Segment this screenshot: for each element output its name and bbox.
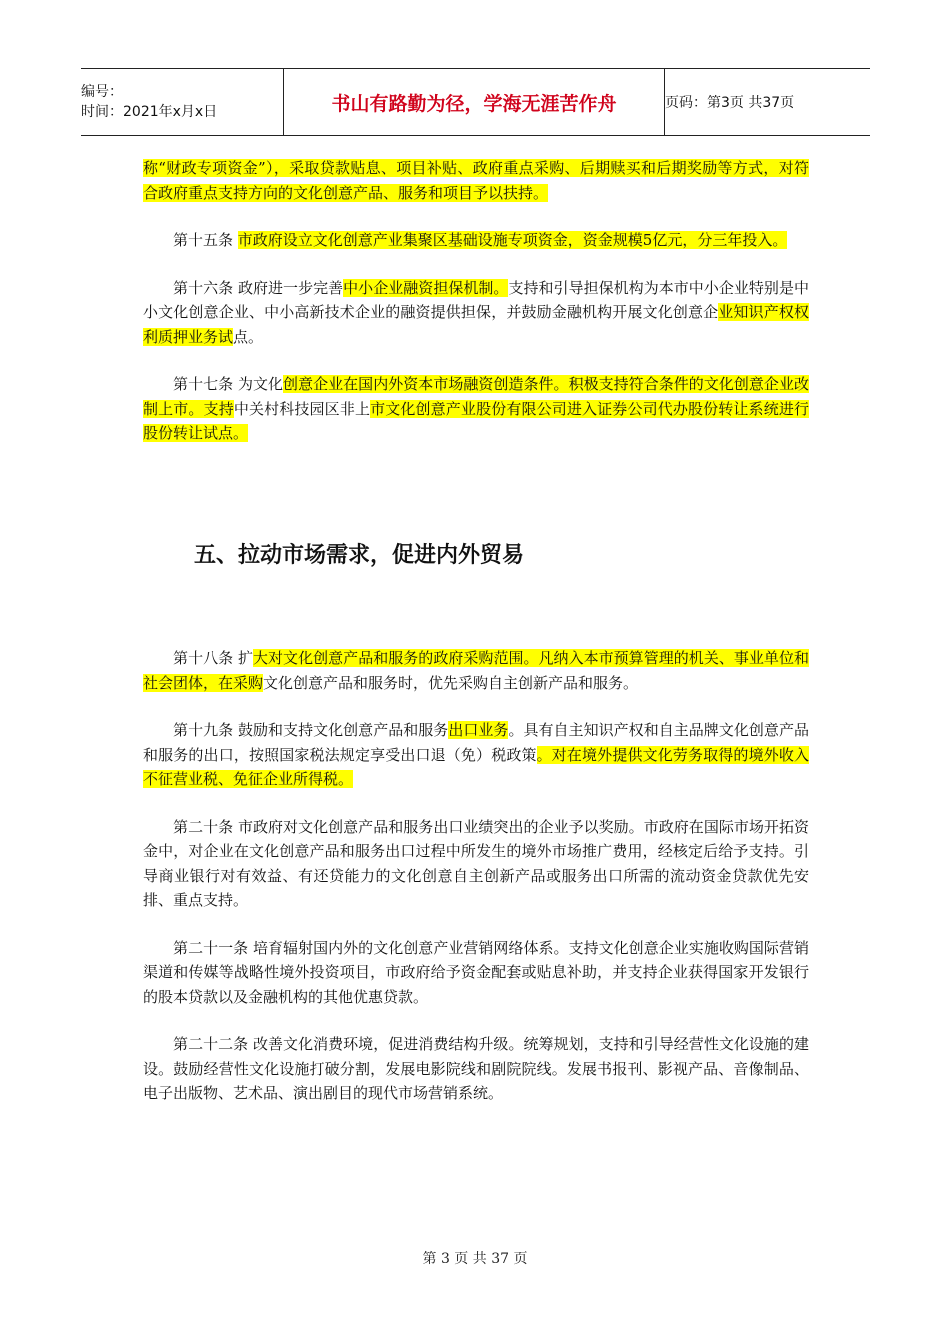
highlighted-text: 出口业务 (448, 721, 509, 739)
highlighted-text: 创意企业在国内外资本市场融资创造条件。积极支持符合条件的文化创意企业改制上市。支持 (143, 375, 809, 418)
section-heading: 五、拉动市场需求，促进内外贸易 (194, 543, 525, 568)
page-footer: 第 3 页 共 37 页 (422, 1251, 528, 1267)
paragraph-gap (143, 349, 809, 372)
paragraph (143, 815, 809, 913)
paragraph (143, 646, 809, 695)
paragraph (143, 228, 809, 253)
document-number-label: 编号： (81, 84, 123, 100)
paragraph-gap (143, 1009, 809, 1032)
highlighted-text: 业知识产权权利质押业务试 (143, 303, 809, 346)
text-segment: 支持和引导担保机构为本市中小企业特别是中小文化创意企业、中小高新技术企业的融资提供担保，并鼓励金融机构开展文化创意企 (143, 278, 809, 321)
paragraph (143, 276, 809, 350)
paragraph-gap (143, 253, 809, 276)
paragraph (143, 156, 809, 205)
paragraph-gap (143, 792, 809, 815)
paragraph (143, 1032, 809, 1106)
text-segment: 第十六条 政府进一步完善 (143, 278, 344, 297)
text-segment: 第二十条 市政府对文化创意产品和服务出口业绩突出的企业予以奖励。市政府在国际市场开拓资金中，对企业在文化创意产品和服务出口过程中所发生的境外市场推广费用，经核定后给予支持。引导商业银行对有效益、有还贷能力的文化创意自主创新产品或服务出口所需的流动资金贷款优先安排、重点支持。 (143, 817, 809, 909)
header-page-number: 页码：第3页 共37页 (665, 95, 795, 111)
highlighted-text: 市文化创意产业股份有限公司进入证券公司代办股份转让系统进行股份转让试点。 (143, 399, 809, 442)
highlighted-text: 大对文化创意产品和服务的政府采购范围。凡纳入本市预算管理的机关、事业单位和社会团体，在采购 (143, 649, 809, 692)
text-segment: 文化创意产品和服务时，优先采购自主创新产品和服务。 (263, 673, 639, 692)
paragraph (143, 718, 809, 792)
text-segment: 第十五条 (143, 231, 238, 249)
highlighted-text: 中小企业融资担保机制。 (343, 278, 509, 297)
highlighted-text: 市政府设立文化创意产业集聚区基础设施专项资金，资金规模5亿元，分三年投入。 (237, 231, 788, 249)
body-bottom (143, 646, 809, 1106)
text-segment: 第十七条 为文化 (143, 375, 284, 393)
document-date-label: 时间：2021年x月x日 (81, 104, 218, 120)
text-segment: 第十八条 扩 (143, 649, 253, 667)
page-header (81, 68, 870, 136)
text-segment: 中关村科技园区非上 (233, 399, 371, 418)
paragraph (143, 372, 809, 446)
header-motto: 书山有路勤为径，学海无涯苦作舟 (284, 69, 665, 136)
highlighted-text: 。对在境外提供文化劳务取得的境外收入不征营业税、免征企业所得税。 (143, 745, 809, 788)
text-segment: 。具有自主知识产权和自主品牌文化创意产品和服务的出口，按照国家税法规定享受出口退（免）税政策 (143, 721, 809, 764)
paragraph-gap (143, 695, 809, 718)
paragraph (143, 936, 809, 1010)
highlighted-text: 称“财政专项资金”），采取贷款贴息、项目补贴、政府重点采购、后期赎买和后期奖励等方式，对符合政府重点支持方向的文化创意产品、服务和项目予以扶持。 (143, 159, 809, 202)
text-segment: 第十九条 鼓励和支持文化创意产品和服务 (143, 721, 449, 739)
text-segment: 第二十二条 改善文化消费环境，促进消费结构升级。统筹规划，支持和引导经营性文化设施的建设。鼓励经营性文化设施打破分割，发展电影院线和剧院院线。发展书报刊、影视产品、音像制品、电子出版物、艺术品、演出剧目的现代市场营销系统。 (143, 1035, 809, 1102)
text-segment: 第二十一条 培育辐射国内外的文化创意产业营销网络体系。支持文化创意企业实施收购国际营销渠道和传媒等战略性境外投资项目，市政府给予资金配套或贴息补助，并支持企业获得国家开发银行的股本贷款以及金融机构的其他优惠贷款。 (143, 938, 809, 1006)
body-top (143, 156, 809, 446)
paragraph-gap (143, 913, 809, 936)
paragraph-gap (143, 205, 809, 228)
text-segment: 点。 (233, 327, 264, 346)
header-meta (81, 69, 284, 136)
